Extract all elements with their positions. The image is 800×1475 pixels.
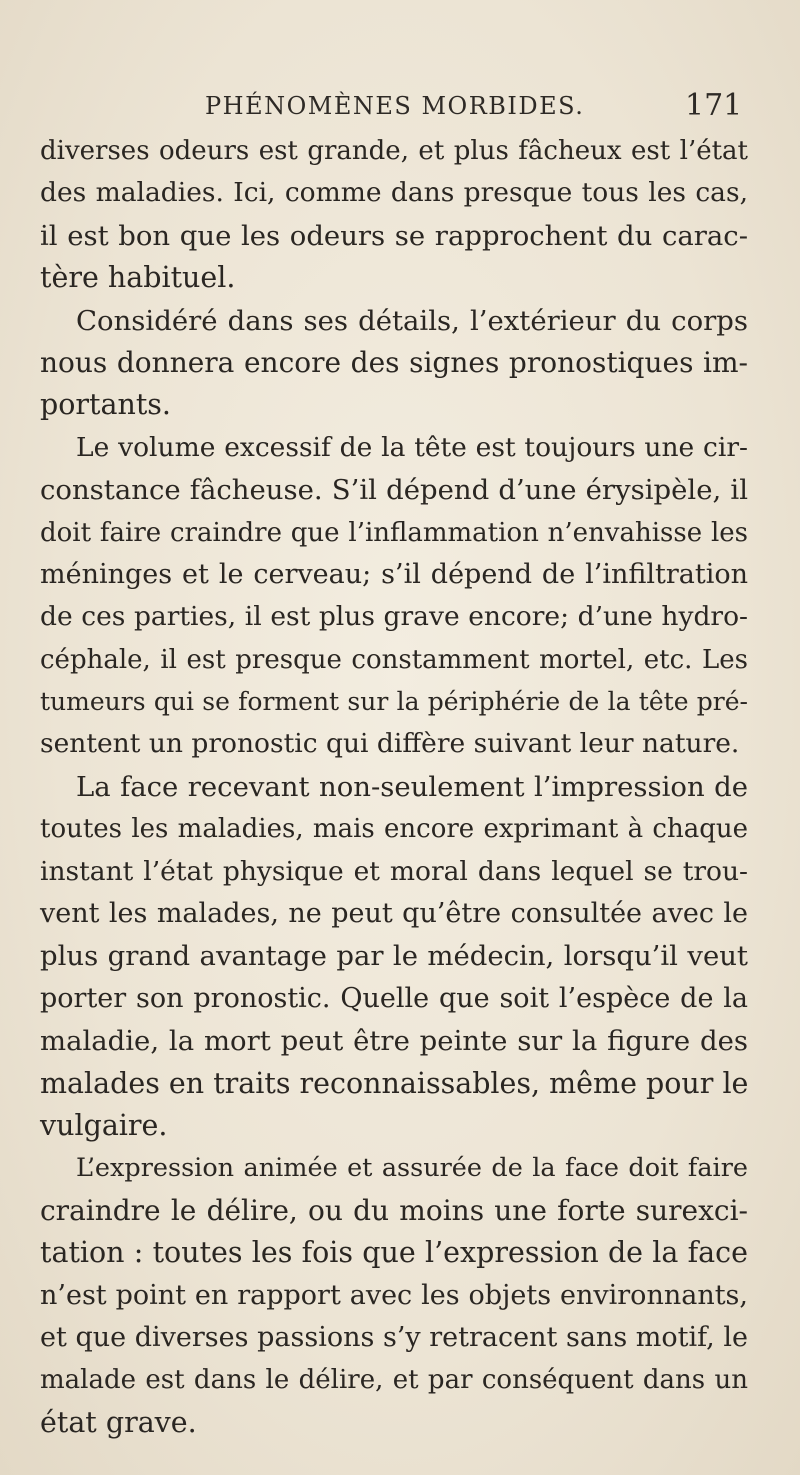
paragraph-start-line: Le volume excessif de la tête est toujours une cir- bbox=[76, 431, 748, 463]
text-line: céphale, il est presque constamment mortel, etc. Les bbox=[40, 644, 748, 675]
text-line: de ces parties, il est plus grave encore; d’une hydro- bbox=[40, 601, 748, 633]
text-line: porter son pronostic. Quelle que soit l’espèce de la bbox=[40, 982, 748, 1014]
page-header bbox=[0, 88, 800, 128]
text-line: toutes les maladies, mais encore exprimant à chaque bbox=[40, 814, 748, 845]
text-line: malades en traits reconnaissables, même pour le bbox=[40, 1066, 749, 1100]
paragraph-end-line: portants. bbox=[40, 388, 171, 422]
paragraph-start-line: Considéré dans ses détails, l’extérieur du corps bbox=[76, 304, 748, 337]
text-line: vent les malades, ne peut qu’être consultée avec le bbox=[40, 898, 748, 930]
text-line: maladie, la mort peut être peinte sur la figure des bbox=[40, 1025, 748, 1058]
text-line: et que diverses passions s’y retracent sans motif, le bbox=[40, 1321, 748, 1353]
page-number: 171 bbox=[685, 88, 743, 123]
paragraph-end-line: sentent un pronostic qui diffère suivant leur nature. bbox=[40, 728, 740, 760]
text-line: plus grand avantage par le médecin, lorsqu’il veut bbox=[40, 940, 748, 973]
text-line: diverses odeurs est grande, et plus fâcheux est l’état bbox=[40, 136, 748, 166]
text-line: instant l’état physique et moral dans lequel se trou- bbox=[40, 855, 748, 887]
text-line: craindre le délire, ou du moins une forte surexci- bbox=[40, 1193, 748, 1227]
text-line: malade est dans le délire, et par conséquent dans un bbox=[40, 1365, 748, 1396]
body-text bbox=[40, 130, 748, 1444]
text-line: constance fâcheuse. S’il dépend d’une érysipèle, il bbox=[40, 474, 748, 507]
running-title: PHÉNOMÈNES MORBIDES. bbox=[205, 92, 585, 120]
text-line: méninges et le cerveau; s’il dépend de l’infiltration bbox=[40, 558, 748, 590]
paragraph-start-line: L’expression animée et assurée de la face doit faire bbox=[76, 1153, 748, 1184]
paragraph-end-line: vulgaire. bbox=[40, 1108, 168, 1142]
text-line: n’est point en rapport avec les objets environnants, bbox=[40, 1279, 748, 1311]
text-line: il est bon que les odeurs se rapprochent du carac- bbox=[40, 219, 748, 252]
paragraph-start-line: La face recevant non-seulement l’impression de bbox=[76, 770, 748, 803]
paragraph-end-line: tère habituel. bbox=[40, 261, 236, 295]
text-line: des maladies. Ici, comme dans presque tous les cas, bbox=[40, 177, 748, 209]
paragraph-end-line: état grave. bbox=[40, 1405, 197, 1439]
text-line: tumeurs qui se forment sur la périphérie de la tête pré- bbox=[40, 687, 748, 717]
text-line: tation : toutes les fois que l’expression de la face bbox=[40, 1236, 748, 1270]
text-line: nous donnera encore des signes pronostiques im- bbox=[40, 345, 748, 379]
text-line: doit faire craindre que l’inflammation n’envahisse les bbox=[40, 517, 748, 548]
